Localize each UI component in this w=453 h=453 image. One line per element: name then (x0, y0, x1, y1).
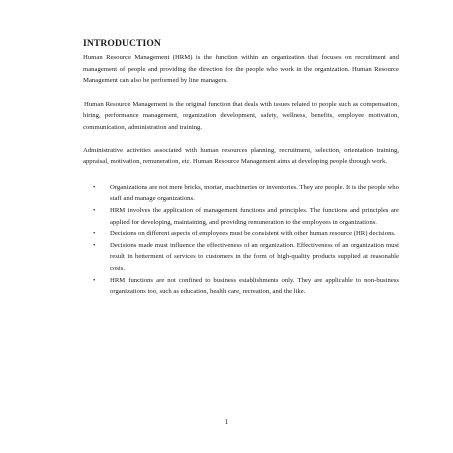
list-item-text: HRM involves the application of management functions and principles. The functions and principles are applied for developing, maintaining, and providing remuneration to the employees in organizations. (110, 206, 399, 226)
paragraph-spacer (83, 87, 399, 99)
list-item (83, 275, 399, 298)
list-item-text: Organizations are not mere bricks, mortar, machineries or inventories. They are people. It is the people who staff and manage organizations. (110, 183, 399, 203)
list-item-text: Decisions made must influence the effectiveness of an organization. Effectiveness of an organization must result in betterment of services to customers in the form of high-quality products supplied at reasonable costs. (110, 241, 399, 272)
list-item-text: Decisions on different aspects of employees must be consistent with other human resource (HR) decisions. (110, 230, 396, 238)
list-item (83, 240, 399, 275)
bullet-list (83, 182, 399, 298)
bullet-icon: • (93, 183, 96, 191)
page-number: 1 (224, 418, 229, 426)
list-item (83, 228, 399, 240)
list-item-text: HRM functions are not confined to business establishments only. They are applicable to non-business organizations too, such as education, health care, recreation, and the like. (110, 276, 399, 296)
bullet-icon: • (93, 276, 96, 284)
bullet-icon: • (93, 241, 96, 249)
section-heading: INTRODUCTION (83, 38, 161, 49)
bullet-icon: • (93, 206, 96, 214)
paragraph-spacer (83, 134, 399, 145)
document-page (83, 38, 399, 298)
bullet-icon: • (93, 230, 96, 238)
paragraph-hrm-definition: Human Resource Management (HRM) is the function within an organization that focuses on recruitment and management of people and providing the direction for the people who work in the organization. Human Resource Management can also be performed by line managers. (83, 54, 399, 85)
paragraph-hrm-function: Human Resource Management is the original function that deals with issues related to people such as compensation, hiring, performance management, organization development, safety, wellness, benefits, employee motivation, communication, administration and training. (83, 100, 399, 131)
paragraph-administrative-activities: Administrative activities associated with human resources planning, recruitment, selection, orientation training, appraisal, motivation, remuneration, etc. Human Resource Management aims at developing people through work. (83, 146, 399, 166)
paragraph-spacer (83, 168, 399, 182)
list-item (83, 205, 399, 228)
list-item (83, 182, 399, 205)
